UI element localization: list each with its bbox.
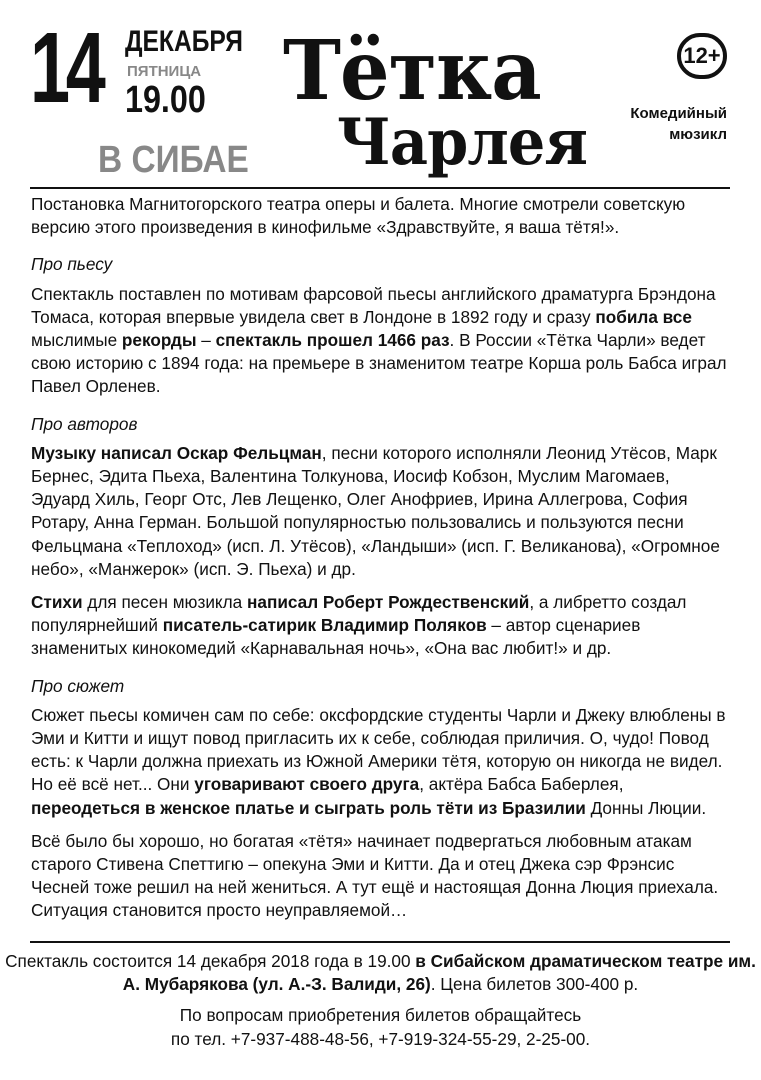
event-info-footer (0, 950, 761, 1059)
bold-run: побила все (595, 306, 692, 327)
text-run: Спектакль поставлен по мотивам фарсовой пьесы английского драматурга Брэндона Томаса, которая впервые увидела свет в Лондоне в 1892 году и сразу (31, 283, 716, 327)
age-rating-badge: 12+ (677, 33, 727, 79)
event-time: 19.00 (125, 79, 206, 121)
contact-line: По вопросам приобретения билетов обращайтесь (179, 1005, 582, 1026)
text-run: , актёра Бабса Баберлея, (419, 774, 624, 795)
bold-run: уговаривают своего друга (194, 774, 420, 795)
text-run: . Цена билетов 300-400 р. (430, 974, 639, 995)
bold-run: спектакль прошел 1466 раз (215, 330, 450, 351)
bold-run: рекорды (121, 330, 197, 351)
section-heading-authors: Про авторов (31, 413, 138, 434)
text-run: для песен мюзикла (82, 592, 247, 613)
text-run: , песни которого исполняли Леонид Утёсов, Марк Бернес, Эдита Пьеха, Валентина Толкунова, Иосиф Кобзон, Муслим Магомаев, Эдуард Хиль, Георг Отс, Лев Лещенко, Олег Анофриев, Ирина Аллегрова, София Ротару, Анна Герман. Большой популярностью пользовались и пользуются песни Фельцмана «Теплоход» (исп. Л. Утёсов), «Ландыши» (исп. Г. Великанова), «Огромное небо», «Манжерок» (исп. Э. Пьеха) и др. (31, 442, 720, 579)
text-run: – (196, 330, 216, 351)
bold-run: Музыку написал Оскар Фельцман (31, 442, 322, 463)
text-run: – автор сценариев знаменитых кинокомедий «Карнавальная ночь», «Она вас любит!» и др. (31, 615, 641, 659)
event-month: ДЕКАБРЯ (125, 25, 243, 58)
authors-paragraph-lyrics (31, 591, 731, 661)
ticket-contact-paragraph (0, 1004, 761, 1050)
bold-run: написал Роберт Рождественский (247, 592, 530, 613)
event-weekday: ПЯТНИЦА (127, 63, 202, 80)
event-venue-paragraph (0, 950, 761, 996)
event-day: 14 (30, 12, 102, 124)
genre-line1: Комедийный (630, 105, 727, 122)
text-run: Донны Люции. (585, 797, 707, 818)
text-run: Сюжет пьесы комичен сам по себе: оксфордские студенты Чарли и Джеку влюблены в Эми и Китти и ищут повод пригласить их к себе, соблюдая приличия. О, чудо! Повод есть: к Чарли должна приехать из Южной Америки тётя, которую он никогда не видел. Но её всё нет... Они (31, 704, 726, 795)
top-divider (30, 187, 730, 189)
bold-run: Стихи (31, 592, 83, 613)
play-paragraph (31, 283, 731, 399)
venue-bold: в Сибайском драматическом театре им. А. Мубарякова (ул. А.-З. Валиди, 26) (122, 951, 756, 995)
show-title-line1: Тётка (283, 23, 541, 119)
genre-line2: мюзикл (669, 126, 727, 143)
text-run: мыслимые (31, 330, 122, 351)
text-run: Спектакль состоится 14 декабря 2018 года в 19.00 (5, 951, 416, 971)
phone-numbers: по тел. +7-937-488-48-56, +7-919-324-55-29, 2-25-00. (170, 1028, 591, 1049)
bold-run: переодеться в женское платье и сыграть роль тёти из Бразилии (31, 797, 586, 818)
bold-run: писатель-сатирик Владимир Поляков (162, 615, 487, 636)
article-body (31, 193, 731, 933)
plot-paragraph-1 (31, 704, 731, 820)
text-run: . В России «Тётка Чарли» ведет свою историю с 1894 года: на премьере в знаменитом театре Корша роль Бабса играл Павел Орленев. (31, 330, 727, 397)
authors-paragraph-music (31, 442, 731, 581)
text-run: , а либретто создал популярнейший (31, 592, 687, 636)
section-heading-play: Про пьесу (31, 254, 113, 275)
plot-paragraph-2: Всё было бы хорошо, но богатая «тётя» начинает подвергаться любовным атакам старого Стивена Спеттигю – опекуна Эми и Китти. Да и отец Джека сэр Фрэнсис Чесней тоже решил на ней жениться. А тут ещё и настоящая Донна Люция приехала. Ситуация становится просто неуправляемой… (31, 830, 719, 921)
genre-label (630, 103, 727, 145)
event-city: В СИБАЕ (98, 139, 249, 181)
intro-paragraph: Постановка Магнитогорского театра оперы и балета. Многие смотрели советскую версию этого произведения в кинофильме «Здравствуйте, я ваша тётя!». (31, 194, 686, 238)
poster-header (0, 0, 761, 190)
show-title-line2: Чарлея (337, 105, 588, 180)
bottom-divider (30, 941, 730, 943)
section-heading-plot: Про сюжет (31, 675, 125, 696)
